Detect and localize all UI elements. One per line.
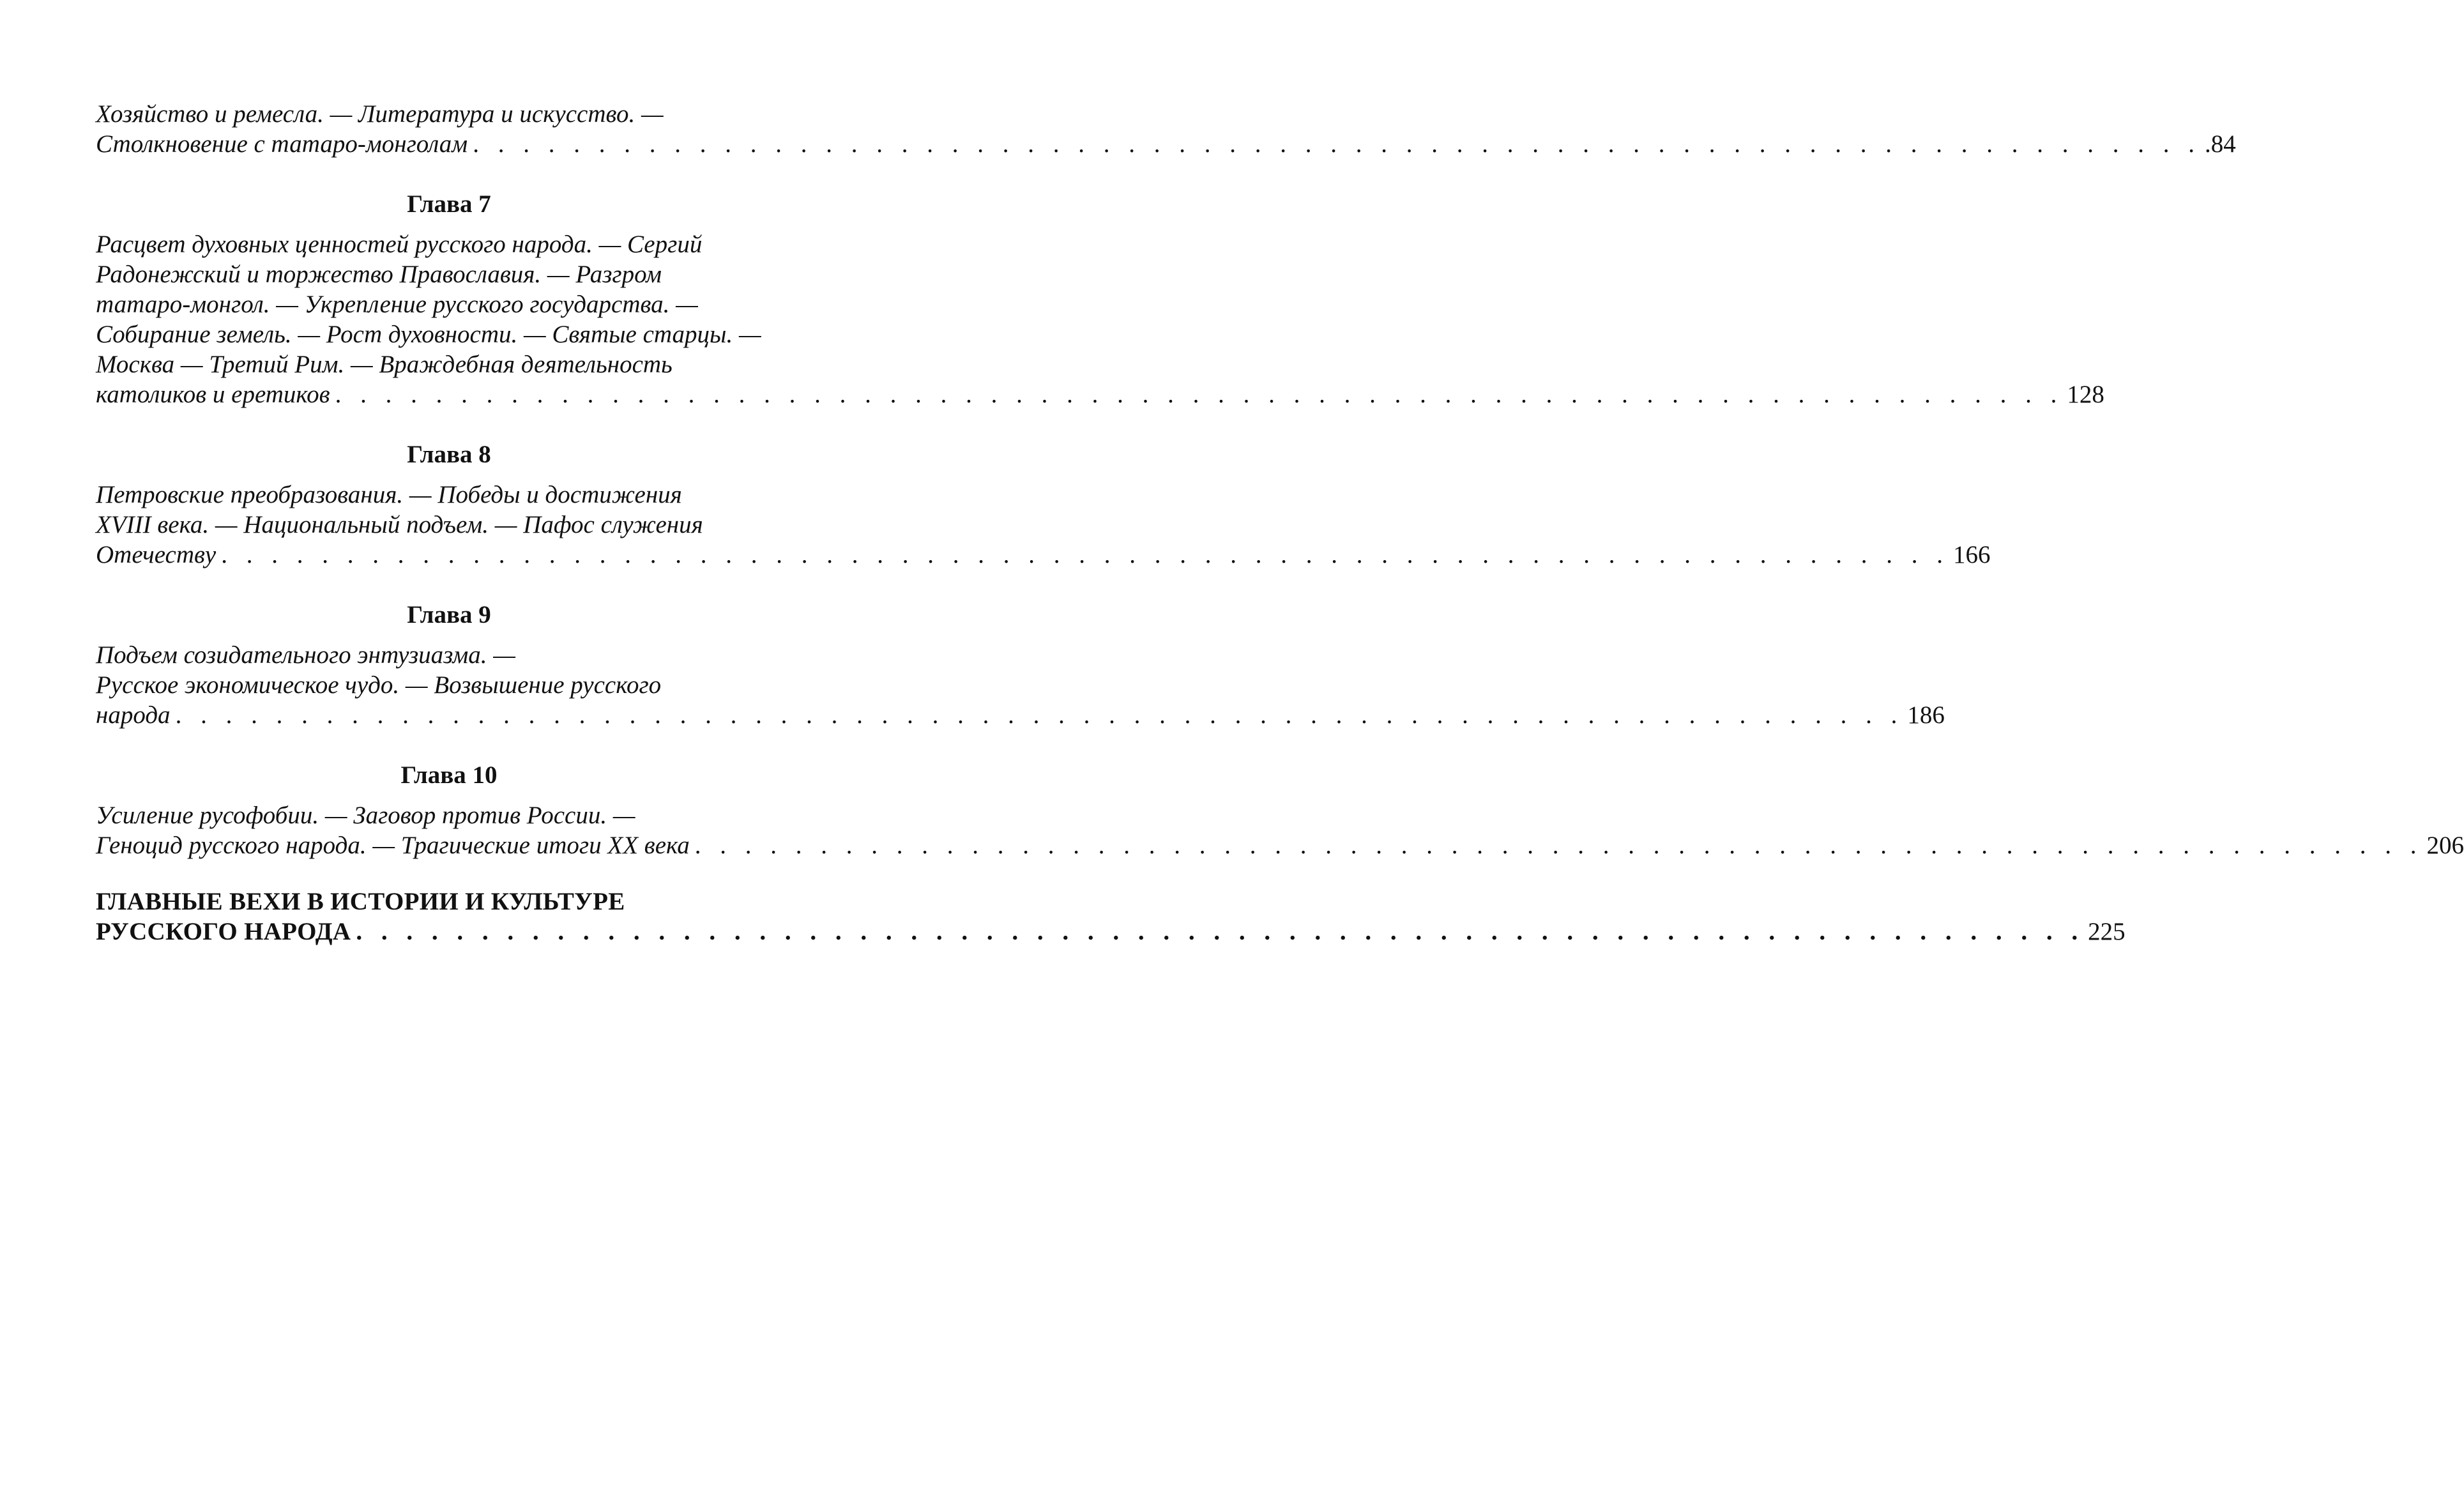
page-number: 128 xyxy=(2067,381,2104,408)
toc-entry-text: народа xyxy=(96,701,171,729)
page-number: 225 xyxy=(2088,918,2126,945)
dot-leader: . . . . . . . . . . . . . . . . . . . . . . . . . . . . . . . . . . . . . . . . . . . . . . . . . . . . . . . . . . . . . . . . . . . . . xyxy=(335,381,2064,408)
toc-entry-line: Собирание земель. — Рост духовности. — Святые старцы. — xyxy=(96,321,761,348)
toc-entry-last-line xyxy=(96,379,2104,409)
toc-entry-line: Радонежский и торжество Православия. — Разгром xyxy=(96,261,662,288)
toc-section-milestones xyxy=(96,887,2126,947)
toc-entry-line: Москва — Третий Рим. — Враждебная деятельность xyxy=(96,351,673,378)
chapter-heading: Глава 8 xyxy=(407,441,491,468)
dot-leader: . . . . . . . . . . . . . . . . . . . . . . . . . . . . . . . . . . . . . . . . . . . . . . . . . . . . . . . . . . . . . . . . . . . . . xyxy=(694,832,2423,859)
toc-section-title: ГЛАВНЫЕ ВЕХИ В ИСТОРИИ И КУЛЬТУРЕ xyxy=(96,888,625,915)
toc-entry-last-line xyxy=(96,129,2236,159)
toc-entry-last-line xyxy=(96,830,2464,860)
toc-entry-text: Столкновение с татаро-монголам xyxy=(96,130,468,158)
toc-entry-chapter-6 xyxy=(96,99,2236,159)
chapter-heading: Глава 7 xyxy=(407,190,491,218)
table-of-contents xyxy=(96,99,2464,947)
toc-entry-last-line xyxy=(96,700,1945,730)
toc-chapter-7 xyxy=(96,189,2104,409)
toc-entry-line: Русское экономическое чудо. — Возвышение русского xyxy=(96,671,662,699)
page-number: 206 xyxy=(2426,832,2464,859)
toc-entry-last-line xyxy=(96,917,2126,947)
page-number: 166 xyxy=(1953,541,1991,568)
dot-leader: . . . . . . . . . . . . . . . . . . . . . . . . . . . . . . . . . . . . . . . . . . . . . . . . . . . . . . . . . . . . . . . . . . . . . xyxy=(356,918,2085,945)
dot-leader: . . . . . . . . . . . . . . . . . . . . . . . . . . . . . . . . . . . . . . . . . . . . . . . . . . . . . . . . . . . . . . . . . . . . . xyxy=(473,130,2201,158)
page-number: .84 xyxy=(2204,130,2236,158)
toc-chapter-10 xyxy=(96,760,2464,860)
page-number: 186 xyxy=(1907,701,1945,729)
dot-leader: . . . . . . . . . . . . . . . . . . . . . . . . . . . . . . . . . . . . . . . . . . . . . . . . . . . . . . . . . . . . . . . . . . . . . xyxy=(175,701,1904,729)
chapter-heading: Глава 9 xyxy=(407,601,491,629)
toc-entry-line: Расцвет духовных ценностей русского народа. — Сергий xyxy=(96,231,703,258)
toc-entry-line: татаро-монгол. — Укрепление русского государства. — xyxy=(96,291,698,318)
toc-entry-text: Геноцид русского народа. — Трагические итоги XX века xyxy=(96,832,690,859)
toc-entry-last-line xyxy=(96,540,1991,570)
toc-entry-line: XVIII века. — Национальный подъем. — Пафос служения xyxy=(96,511,703,538)
toc-entry-line: Усиление русофобии. — Заговор против России. — xyxy=(96,802,635,829)
toc-entry-line: Петровские преобразования. — Победы и достижения xyxy=(96,481,682,508)
dot-leader: . . . . . . . . . . . . . . . . . . . . . . . . . . . . . . . . . . . . . . . . . . . . . . . . . . . . . . . . . . . . . . . . . . . . . xyxy=(221,541,1949,568)
toc-entry-text: Отечеству xyxy=(96,541,217,568)
toc-chapter-8 xyxy=(96,439,1991,570)
toc-chapter-9 xyxy=(96,600,1945,730)
toc-entry-text: католиков и еретиков xyxy=(96,381,330,408)
chapter-heading: Глава 10 xyxy=(400,761,498,789)
toc-entry-line: Подъем созидательного энтузиазма. — xyxy=(96,641,515,669)
toc-entry-line: Хозяйство и ремесла. — Литература и искусство. — xyxy=(96,100,664,128)
toc-entry-text: РУССКОГО НАРОДА xyxy=(96,918,351,945)
